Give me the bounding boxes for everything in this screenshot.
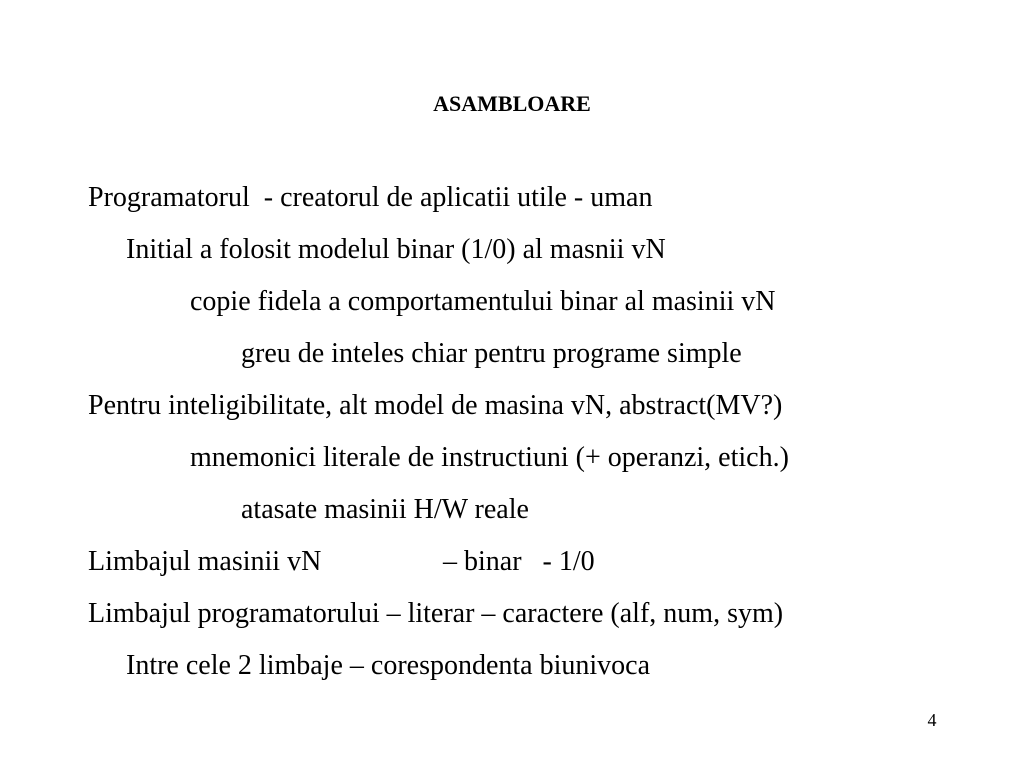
text-line: copie fidela a comportamentului binar al masinii vN [190,286,776,317]
text-line: greu de inteles chiar pentru programe simple [241,338,742,369]
page-number: 4 [927,710,937,730]
text-line: atasate masinii H/W reale [241,494,529,525]
text-line: Intre cele 2 limbaje – corespondenta biunivoca [126,650,651,681]
text-segment: Limbajul masinii vN [88,546,322,577]
text-line: Programatorul - creatorul de aplicatii utile - uman [88,182,653,213]
slide-title: ASAMBLOARE [433,91,591,116]
text-segment: – binar - 1/0 [443,546,595,577]
text-line: mnemonici literale de instructiuni (+ operanzi, etich.) [190,442,789,473]
text-line: Pentru inteligibilitate, alt model de masina vN, abstract(MV?) [88,390,783,421]
text-line: Initial a folosit modelul binar (1/0) al masnii vN [126,234,666,265]
text-line: Limbajul programatorului – literar – caractere (alf, num, sym) [88,598,784,629]
